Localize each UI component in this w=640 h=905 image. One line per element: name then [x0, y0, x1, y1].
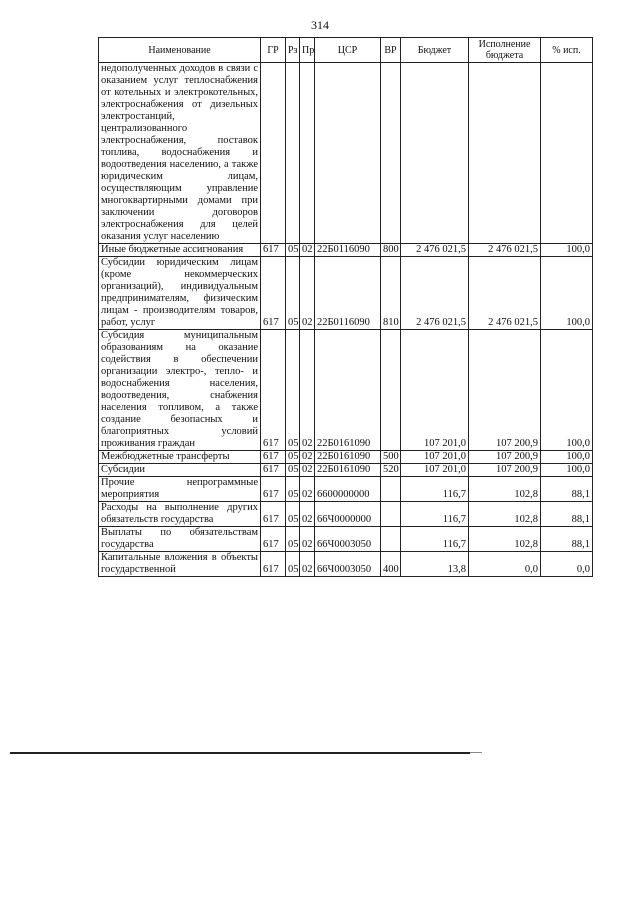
- row-gr: 617: [261, 451, 286, 464]
- row-csr: 66Ч0003050: [315, 527, 381, 552]
- row-percent: 100,0: [541, 244, 593, 257]
- row-budget: 107 201,0: [401, 464, 469, 477]
- table-row: [99, 63, 593, 244]
- row-pr: 02: [300, 477, 315, 502]
- header-budget: Бюджет: [401, 38, 469, 63]
- row-budget: 2 476 021,5: [401, 257, 469, 330]
- row-pr: 02: [300, 330, 315, 451]
- row-budget: [401, 63, 469, 244]
- row-rz: 05: [286, 477, 300, 502]
- row-rz: 05: [286, 257, 300, 330]
- row-pr: 02: [300, 527, 315, 552]
- page-number: 314: [311, 18, 329, 32]
- row-pr: 02: [300, 451, 315, 464]
- row-csr: 66Ч0000000: [315, 502, 381, 527]
- header-percent: % исп.: [541, 38, 593, 63]
- row-percent: 100,0: [541, 451, 593, 464]
- row-execution: 107 200,9: [469, 330, 541, 451]
- table-row: [99, 464, 593, 477]
- footer-rule: [10, 752, 470, 754]
- row-name: Субсидии юридическим лицам (кроме некоммерческих организаций), индивидуальным предпринимателям, физическим лицам - производителям товаров, работ, услуг: [99, 257, 261, 330]
- row-budget: 13,8: [401, 552, 469, 577]
- row-budget: 107 201,0: [401, 451, 469, 464]
- header-csr: ЦСР: [315, 38, 381, 63]
- row-vr: 400: [381, 552, 401, 577]
- row-pr: 02: [300, 464, 315, 477]
- row-rz: 05: [286, 527, 300, 552]
- header-rz: Рз: [286, 38, 300, 63]
- row-gr: 617: [261, 257, 286, 330]
- header-execution: Исполнение бюджета: [469, 38, 541, 63]
- row-gr: 617: [261, 527, 286, 552]
- row-rz: 05: [286, 502, 300, 527]
- row-budget: 116,7: [401, 527, 469, 552]
- row-gr: 617: [261, 552, 286, 577]
- row-rz: [286, 63, 300, 244]
- row-vr: 800: [381, 244, 401, 257]
- header-vr: ВР: [381, 38, 401, 63]
- table-row: [99, 477, 593, 502]
- table-row: [99, 330, 593, 451]
- row-rz: 05: [286, 330, 300, 451]
- row-budget: 2 476 021,5: [401, 244, 469, 257]
- row-execution: 107 200,9: [469, 451, 541, 464]
- row-pr: [300, 63, 315, 244]
- row-pr: 02: [300, 502, 315, 527]
- table-row: [99, 451, 593, 464]
- row-execution: 102,8: [469, 502, 541, 527]
- row-csr: 22Б0161090: [315, 464, 381, 477]
- row-percent: 100,0: [541, 330, 593, 451]
- row-execution: 102,8: [469, 527, 541, 552]
- row-vr: 520: [381, 464, 401, 477]
- row-csr: 22Б0116090: [315, 244, 381, 257]
- row-vr: [381, 527, 401, 552]
- row-vr: [381, 63, 401, 244]
- budget-table: [98, 37, 593, 577]
- table-row: [99, 244, 593, 257]
- row-gr: 617: [261, 244, 286, 257]
- row-pr: 02: [300, 552, 315, 577]
- row-budget: 107 201,0: [401, 330, 469, 451]
- row-gr: 617: [261, 502, 286, 527]
- row-gr: [261, 63, 286, 244]
- row-name: недополученных доходов в связи с оказанием услуг теплоснабжения от котельных и электрокотельных, электроснабжения от дизельных электростанций, централизованного электроснабжения, поставок топлива, водоснабжения и водоотведения населению, а также юридическим лицам, осуществляющим управление многоквартирными домами при заключении договоров электроснабжения для целей оказания услуг населению: [99, 63, 261, 244]
- row-csr: [315, 63, 381, 244]
- row-execution: 107 200,9: [469, 464, 541, 477]
- row-execution: 0,0: [469, 552, 541, 577]
- table-row: [99, 552, 593, 577]
- row-budget: 116,7: [401, 502, 469, 527]
- row-csr: 22Б0161090: [315, 451, 381, 464]
- row-rz: 05: [286, 552, 300, 577]
- table-row: [99, 527, 593, 552]
- table-row: [99, 257, 593, 330]
- row-name: Межбюджетные трансферты: [99, 451, 261, 464]
- row-name: Выплаты по обязательствам государства: [99, 527, 261, 552]
- row-csr: 22Б0161090: [315, 330, 381, 451]
- row-vr: 500: [381, 451, 401, 464]
- row-vr: [381, 330, 401, 451]
- row-execution: 2 476 021,5: [469, 257, 541, 330]
- row-name: Прочие непрограммные мероприятия: [99, 477, 261, 502]
- table-header-row: [99, 38, 593, 63]
- row-vr: 810: [381, 257, 401, 330]
- row-execution: [469, 63, 541, 244]
- row-csr: 22Б0116090: [315, 257, 381, 330]
- row-pr: 02: [300, 257, 315, 330]
- row-gr: 617: [261, 330, 286, 451]
- row-name: Субсидии: [99, 464, 261, 477]
- table-row: [99, 502, 593, 527]
- row-budget: 116,7: [401, 477, 469, 502]
- row-gr: 617: [261, 464, 286, 477]
- row-name: Иные бюджетные ассигнования: [99, 244, 261, 257]
- row-execution: 2 476 021,5: [469, 244, 541, 257]
- row-vr: [381, 477, 401, 502]
- row-execution: 102,8: [469, 477, 541, 502]
- row-rz: 05: [286, 464, 300, 477]
- header-name: Наименование: [99, 38, 261, 63]
- row-rz: 05: [286, 244, 300, 257]
- row-vr: [381, 502, 401, 527]
- header-pr: Пр: [300, 38, 315, 63]
- header-gr: ГР: [261, 38, 286, 63]
- row-percent: 0,0: [541, 552, 593, 577]
- row-percent: 88,1: [541, 502, 593, 527]
- row-rz: 05: [286, 451, 300, 464]
- row-pr: 02: [300, 244, 315, 257]
- row-percent: 88,1: [541, 477, 593, 502]
- row-name: Капитальные вложения в объекты государственной: [99, 552, 261, 577]
- row-percent: 88,1: [541, 527, 593, 552]
- row-name: Расходы на выполнение других обязательств государства: [99, 502, 261, 527]
- row-csr: 6600000000: [315, 477, 381, 502]
- row-percent: [541, 63, 593, 244]
- row-gr: 617: [261, 477, 286, 502]
- footer-rule-tail: [470, 752, 482, 753]
- row-percent: 100,0: [541, 257, 593, 330]
- row-name: Субсидия муниципальным образованиям на оказание содействия в обеспечении организации электро-, тепло- и водоснабжения населения, водоотведения, снабжения населения топливом, а также создание безопасных и благоприятных условий проживания граждан: [99, 330, 261, 451]
- row-percent: 100,0: [541, 464, 593, 477]
- row-csr: 66Ч0003050: [315, 552, 381, 577]
